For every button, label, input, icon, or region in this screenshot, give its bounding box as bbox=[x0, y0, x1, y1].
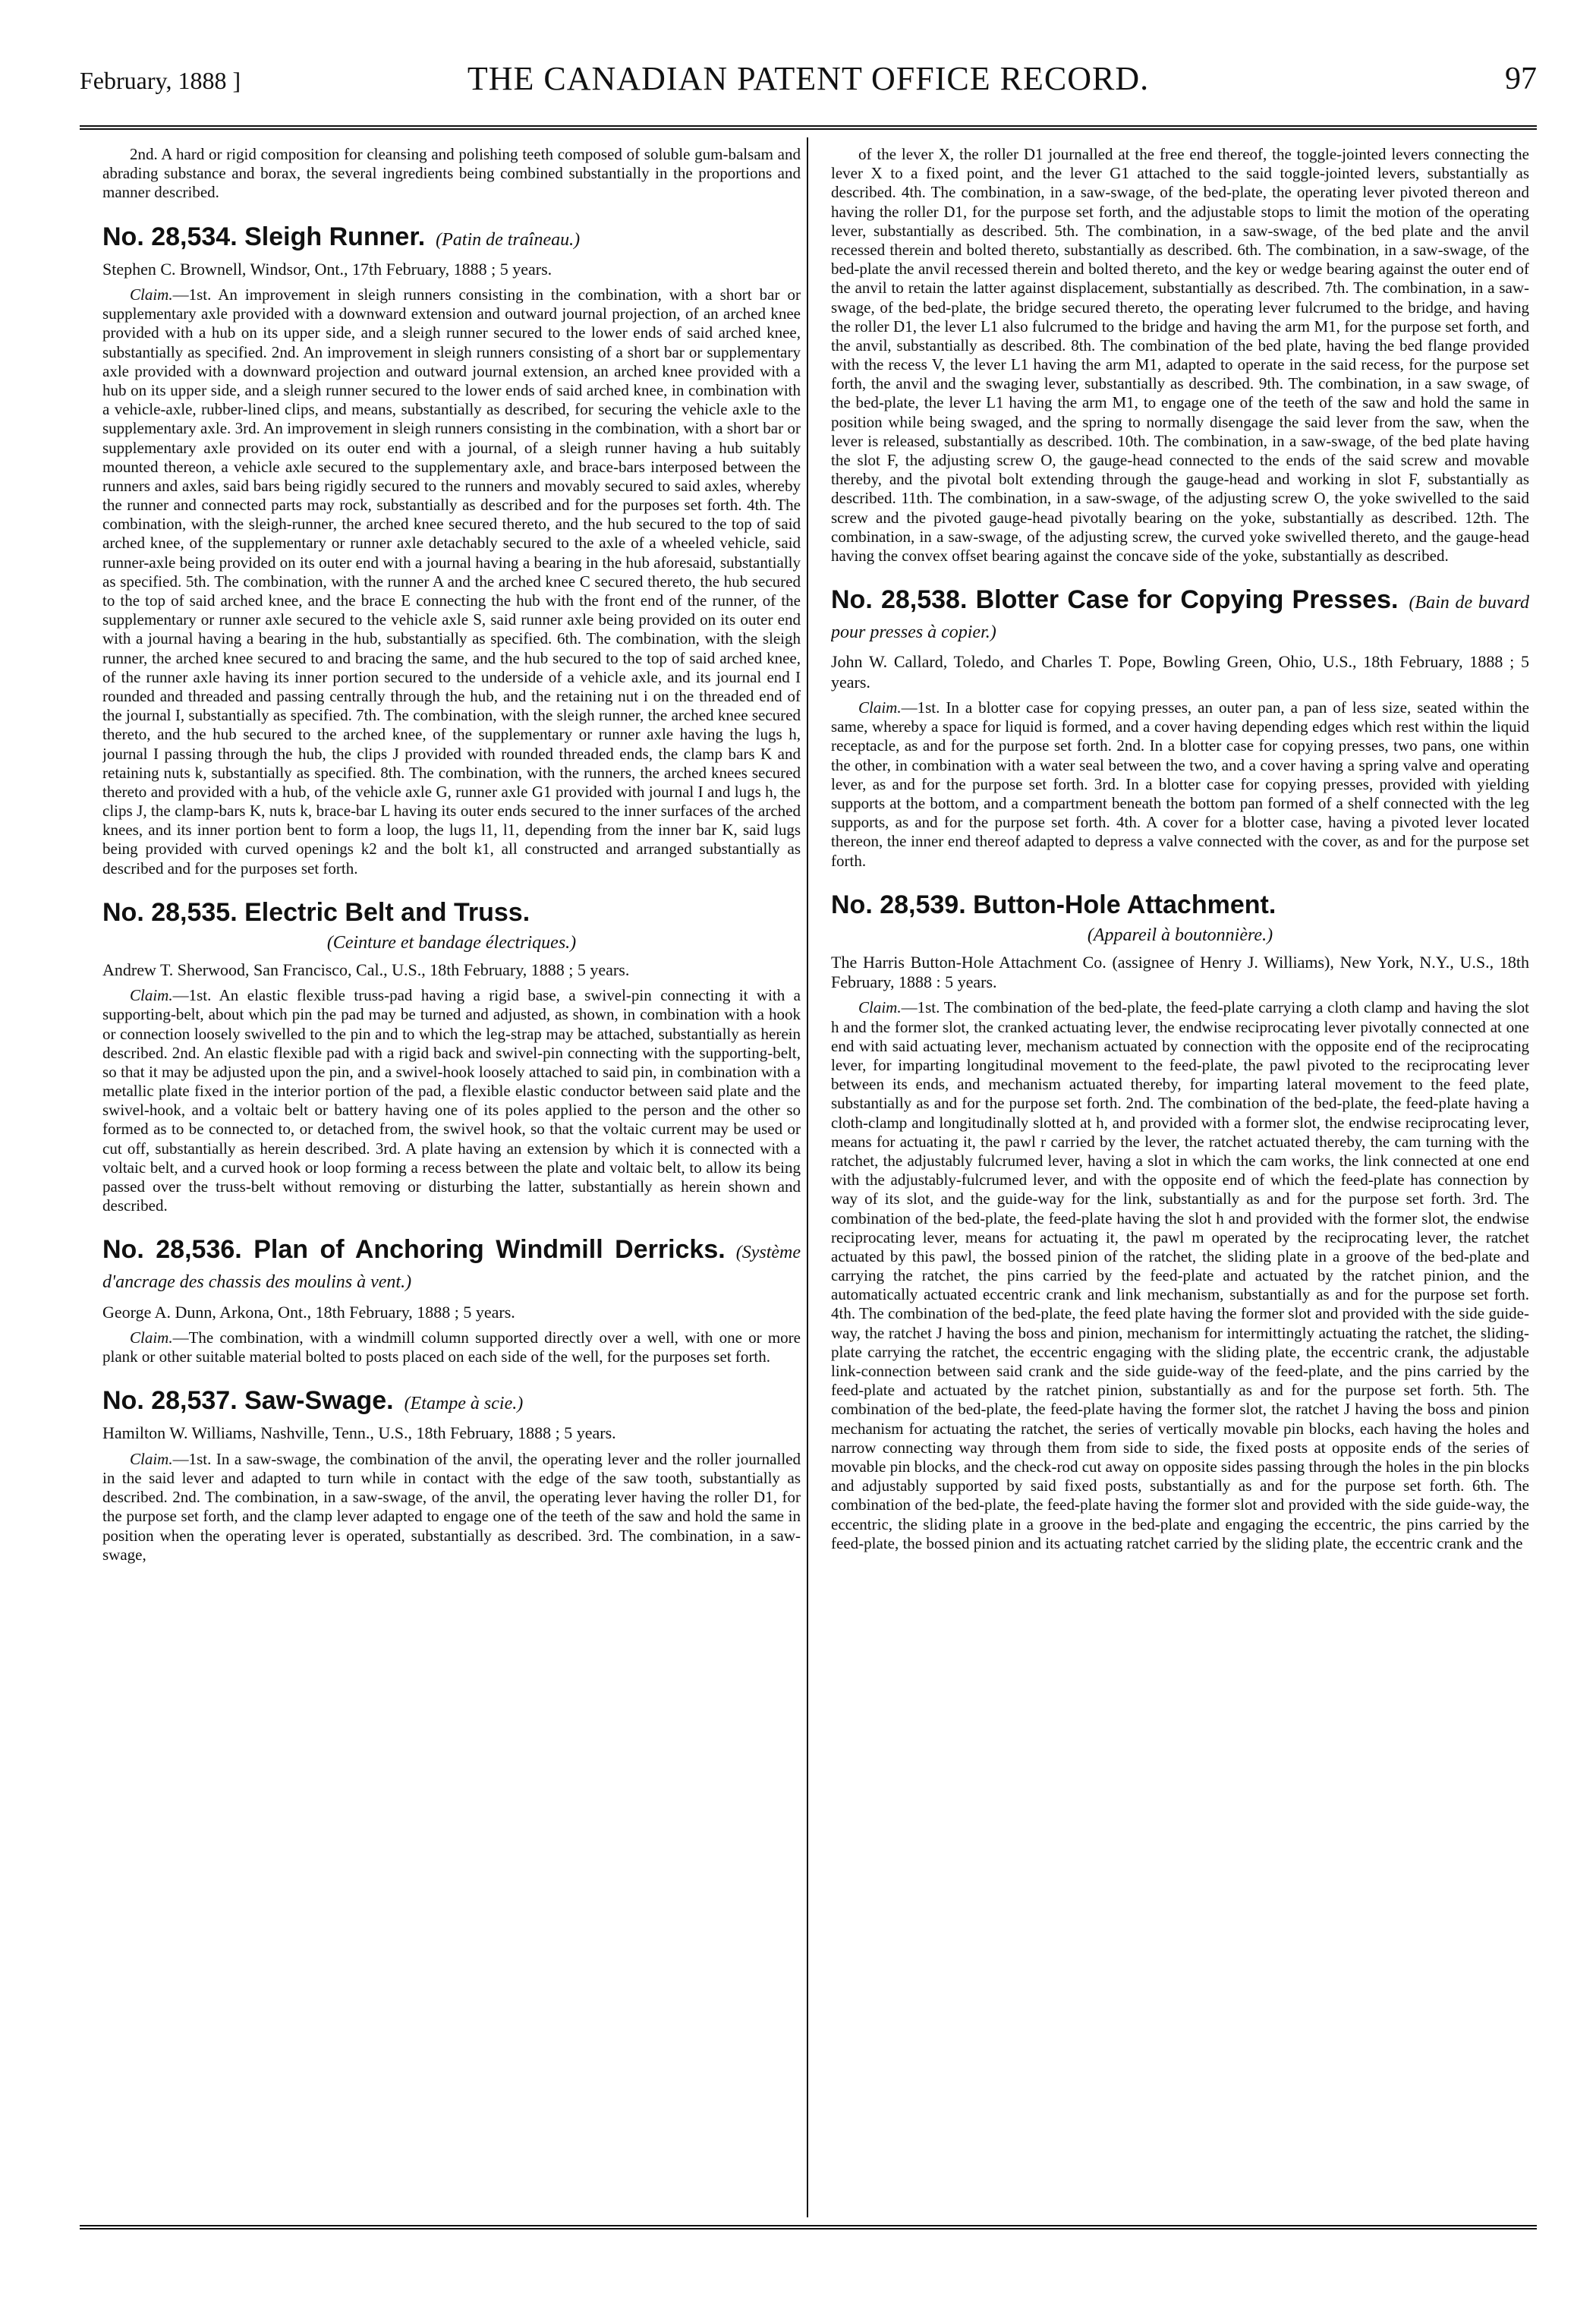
claim-text: —1st. An improvement in sleigh runners consisting in the combination, with a short bar or supplementary axle provided with a downward extension and outward journal projection, of an arched knee provided with a hub on its upper side, and a sleigh runner secured to the lower ends of said arched knee, substantially as specified. 2nd. An improvement in sleigh runners consisting of a short bar or supplementary axle provided with a downward projection and outward journal extension, an arched knee provided with a hub on its upper side, and a sleigh runner secured to the lower ends of said arched knee, in combination with a vehicle-axle, rubber-lined clips, and means, substantially as described, for securing the vehicle axle to the supplementary axle. 3rd. An improvement in sleigh runners consisting in the combination, with a short bar or supplementary axle provided on its outer end with a journal, of a sleigh runner having a hub suitably mounted thereon, a vehicle axle secured to the supplementary axle, and brace-bars interposed between the runners and axles, said bars being rigidly secured to the runners and movably secured to said axles, whereby the runner and connected parts may rock, substantially as described and for the purposes set forth. 4th. The combination, with the sleigh-runner, the arched knee secured thereto, and the hub secured to the top of said arched knee, of the supplementary or runner axle detachably secured to the axle of a wheeled vehicle, said runner-axle being provided on its outer end with a journal having a bearing in the hub aforesaid, substantially as specified. 5th. The combination, with the runner A and the arched knee C secured thereto, the hub secured to the top of said arched knee, and the brace E connecting the hub with the front end of the runner, of the supplementary or runner axle secured to the vehicle axle S, said runner axle being provided on its outer end with a journal having a bearing in the hub, substantially as specified. 6th. The combination, with the sleigh runner, the arched knee secured to and bracing the same, and the hub secured to the top of said arched knee, of the runner axle having its inner portion secured to the underside of a vehicle axle, and its journal end I rounded and threaded and passing centrally through the hub, and the retaining nut i on the threaded end of the journal I, substantially as specified. 7th. The combination, with the sleigh runner, the arched knee secured thereto, and the hub secured to the arched knee, of the supplementary or runner axle having the lugs h, journal I passing through the hub, the clips J provided with rounded threaded ends, the clamp bars K and retaining nuts k, substantially as specified. 8th. The combination, with the runners, the arched knees secured thereto and provided with a hub, of the vehicle axle G, runner axle G1 provided with journal I and lugs h, the clips J, the clamp-bars K, nuts k, brace-bar L having its outer ends secured to the inner surfaces of the arched knees, and its inner portion bent to form a loop, the lugs l1, l1, depending from the inner bar K, said lugs being provided with curved openings k2 and the bolt k1, all constructed and arranged substantially as described and for the purposes set forth. bbox=[102, 285, 801, 878]
page-frame bbox=[80, 125, 1537, 2229]
claim-text: —1st. In a blotter case for copying presses, an outer pan, a pan of less size, seated within the same, whereby a space for liquid is formed, and a cover having depending edges which rest within the liquid receptacle, as and for the purpose set forth. 2nd. In a blotter case for copying presses, two pans, one within the other, in combination with a water seal between the two, and a cover having a spring valve and operating lever, as and for the purpose set forth. 3rd. In a blotter case for copying presses, provided with yielding supports at the bottom, and a compartment beneath the bottom pan formed of a shelf connected with the leg supports, as and for the purpose set forth. 4th. A cover for a blotter case, having a pivoted lever located thereon, the inner end thereof adapted to depress a valve connected with the cover, as and for the purpose set forth. bbox=[831, 698, 1529, 870]
entry-claim bbox=[102, 1328, 801, 1366]
entry-title: Sleigh Runner. bbox=[244, 222, 426, 251]
header-title: THE CANADIAN PATENT OFFICE RECORD. bbox=[467, 60, 1150, 97]
entry-meta: George A. Dunn, Arkona, Ont., 18th February, 1888 ; 5 years. bbox=[102, 1302, 515, 1322]
entry-heading bbox=[102, 222, 801, 252]
claim-text: —1st. The combination of the bed-plate, the feed-plate carrying a cloth clamp and having the slot h and the former slot, the cranked actuating lever, the endwise reciprocating lever pivotally connected at one end with said actuating lever, mechanism actuated by connection with the opposite end of the reciprocating lever, for imparting longitudinal movement to the feed-plate, the pawl pivoted to the reciprocating lever between its ends, and mechanism actuated thereby, for imparting lateral movement to the feed plate, substantially as and for the purpose set forth. 2nd. The combination of the bed-plate, the feed-plate having a cloth-clamp and longitudinally slotted at h, and provided with a former slot, the endwise reciprocating lever, means for actuating it, the pawl r carried by the lever, the ratchet actuated thereby, the cam turning with the ratchet, the adjustably fulcrumed lever, having a slot in which the cam works, the link connected at one end with the adjustably-fulcrumed lever, and with the opposite end of which the feed-plate has connection by way of its slot, and the guide-way for the link, substantially as and for the purpose set forth. 3rd. The combination of the bed-plate, the feed-plate having the slot h and provided with the former slot, the endwise reciprocating lever, means for actuating it, the pawl m operated by the reciprocating lever, the ratchet actuated by this pawl, the bossed pinion of the ratchet, the sliding plate in a groove of the bed-plate and carrying the ratchet, the pins carried by the feed-plate and actuated by the ratchet pinion, and the automatically actuated eccentric crank and link mechanism, substantially as and for the purpose set forth. 4th. The combination of the bed-plate, the feed plate having the former slot and provided with the side guide-way, the ratchet J having the boss and pinion, mechanism for intermittingly actuating the ratchet, the sliding-plate carrying the ratchet, the eccentric engaging with the sliding plate, the eccentric crank, the adjustable link-connection between said crank and the side guide-way of the feed-plate, and the pins carried by the feed-plate and actuated by the ratchet pinion, substantially as and for the purpose set forth. 5th. The combination of the bed-plate, the feed-plate having the former slot, the ratchet J having the boss and pinion mechanism for actuating the ratchet, the series of vertically movable pin blocks, each having the holes and narrow connecting way through them from side to side, the fixed posts at opposite ends of the series of movable pin blocks, and the check-rod cut away on opposite sides passing through the holes in the pin blocks and adjustably supported by said fixed posts, substantially as and for the purpose set forth. 6th. The combination of the bed-plate, the feed-plate having the former slot and provided with the side guide-way, the eccentric, the sliding plate in a groove in the bed-plate and engaging the eccentric, the pins carried by the feed-plate, the bossed pinion and its actuating ratchet carried by the sliding plate, the eccentric crank and the bbox=[831, 998, 1529, 1552]
entry-claim bbox=[102, 1450, 801, 1565]
claim-label: Claim. bbox=[130, 986, 173, 1005]
entry-title-fr: (Ceinture et bandage électriques.) bbox=[326, 932, 577, 953]
entry-heading bbox=[102, 1235, 801, 1294]
claim-label: Claim. bbox=[130, 1449, 173, 1468]
entry-claim bbox=[102, 986, 801, 1215]
entry-number: No. 28,536. bbox=[102, 1235, 242, 1265]
entry-claim bbox=[831, 698, 1529, 871]
entry-number: No. 28,539. bbox=[831, 890, 966, 919]
entry-claim bbox=[102, 285, 801, 878]
entry-title: Button-Hole Attachment. bbox=[973, 890, 1276, 919]
entry-heading bbox=[102, 1386, 801, 1416]
entry-title-fr: (Patin de traîneau.) bbox=[436, 229, 581, 250]
entry-title-fr: (Etampe à scie.) bbox=[404, 1394, 524, 1414]
patent-entry bbox=[102, 1386, 801, 1565]
entry-title: Plan of Anchoring Windmill Derricks. bbox=[253, 1235, 726, 1265]
entry-meta: Stephen C. Brownell, Windsor, Ont., 17th February, 1888 ; 5 years. bbox=[102, 259, 552, 279]
patent-entry bbox=[102, 1235, 801, 1366]
claim-text: —The combination, with a windmill column supported directly over a well, with one or more plank or other suitable material bolted to posts placed on each side of the well, for the purposes set forth. bbox=[102, 1328, 801, 1366]
page-number: 97 bbox=[1505, 61, 1537, 96]
entry-number: No. 28,535. bbox=[102, 897, 238, 927]
entry-meta: John W. Callard, Toledo, and Charles T. Pope, Bowling Green, Ohio, U.S., 18th February, 1888 ; 5 years. bbox=[831, 652, 1529, 692]
claim-label: Claim. bbox=[858, 998, 902, 1017]
entry-number: No. 28,534. bbox=[102, 222, 238, 251]
entry-meta: The Harris Button-Hole Attachment Co. (assignee of Henry J. Williams), New York, N.Y., U.S., 18th February, 1888 : 5 years. bbox=[831, 952, 1529, 992]
entry-title-fr: (Système d'ancrage des chassis des moulins à vent.) bbox=[102, 1243, 801, 1293]
claim-text: —1st. In a saw-swage, the combination of the anvil, the operating lever and the roller journalled in the said lever and adapted to turn while in contact with the edge of the saw tooth, substantially as described. 2nd. The combination, in a saw-swage, of the anvil, the operating lever having the roller D1, for the purpose set forth, and the clamp lever adapted to engage one of the teeth of the saw and hold the same in position when the operating lever is operated, substantially as described. 3rd. The combination, in a saw-swage, bbox=[102, 1449, 801, 1564]
entry-title: Electric Belt and Truss. bbox=[244, 897, 530, 927]
entry-heading bbox=[102, 898, 801, 928]
claim-label: Claim. bbox=[858, 698, 902, 717]
entry-heading bbox=[831, 890, 1529, 920]
entry-number: No. 28,538. bbox=[831, 585, 968, 615]
header-date: February, 1888 ] bbox=[80, 67, 241, 94]
patent-entry bbox=[102, 898, 801, 1216]
entry-title: Blotter Case for Copying Presses. bbox=[975, 585, 1399, 615]
entry-title-fr: (Appareil à boutonnière.) bbox=[1087, 925, 1273, 945]
entry-title-fr: (Bain de buvard pour presses à copier.) bbox=[831, 593, 1529, 643]
claim-text: —1st. An elastic flexible truss-pad having a rigid base, a swivel-pin connecting it with a supporting-belt, about which pin the pad may be turned and adjusted, as shown, in combination with a hook or connection loosely swivelled to the pin and to which the leg-strap may be attached, substantially as herein described. 2nd. An elastic flexible pad with a rigid back and swivel-pin connecting with the supporting-belt, so that it may be adjusted upon the pin, and a swivel-hook loosely attached to said pin, in combination with a metallic plate fixed in the interior portion of the pad, a flexible elastic conductor between said plate and the swivel-hook, and a voltaic belt or battery having one of its poles applied to the person and the other so formed as to be connected to, or detached from, the swivel hook, so that the voltaic current may be used or cut off, substantially as herein described. 3rd. A plate having an extension by which it is connected with a voltaic belt, and a curved hook or loop forming a recess between the plate and voltaic belt, to allow its being passed over the truss-belt without removing or disturbing the latter, substantially as herein shown and described. bbox=[102, 986, 801, 1215]
right-continuation: of the lever X, the roller D1 journalled at the free end thereof, the toggle-jointed levers connecting the lever X to a fixed point, and the lever G1 attached to the said toggle-jointed levers, substantially as described. 4th. The combination, in a saw-swage, of the bed-plate, the operating lever pivoted thereon and having the roller D1, for the purpose set forth, and the adjustable stops to limit the motion of the operating lever, substantially as described. 5th. The combination, in a saw-swage, of the bed plate and the anvil recessed therein and bolted thereto, substantially as described. 6th. The combination, in a saw-swage, of the bed-plate the anvil recessed therein and bolted thereto, and the key or wedge bearing against the outer end of the anvil to retain the latter against displacement, substantially as described. 7th. The combination, in a saw-swage, of the bed-plate, the bridge secured thereto, the operating lever fulcrumed to the bridge, and having the roller D1, the lever L1 also fulcrumed to the bridge and having the arm M1, for the purpose set forth, and the anvil, substantially as described. 8th. The combination of the bed plate, having the bed flange provided with the recess V, the lever L1 having the arm M1, adapted to operate in the said recess, for the purpose set forth, the anvil and the swaging lever, substantially as described. 9th. The combination, in a saw swage, of the bed-plate, the lever L1 having the arm M1, to engage one of the teeth of the saw and hold the same in position while being swaged, and the spring to normally disengage the said lever from the saw, when the lever is released, substantially as described. 10th. The combination, in a saw-swage, of the bed plate having the slot F, the adjusting screw O, the gauge-head connected to the ends of the said screw and movable thereby, and the pivotal bolt extending through the gauge-head and working in slot F, substantially as described. 11th. The combination, in a saw-swage, of the adjusting screw O, the yoke swivelled to the said screw and the pivoted gauge-head pivotally bearing on the yoke, substantially as described. 12th. The combination, in a saw-swage, of the adjusting screw, the curved yoke swivelled thereto, and the gauge-head having the convex offset bearing against the concave side of the yoke, substantially as described. bbox=[831, 145, 1529, 565]
entry-meta: Hamilton W. Williams, Nashville, Tenn., U.S., 18th February, 1888 ; 5 years. bbox=[102, 1423, 616, 1443]
left-continuation: 2nd. A hard or rigid composition for cleansing and polishing teeth composed of soluble gum-balsam and abrading substance and borax, the several ingredients being combined substantially in the proportions and manner described. bbox=[102, 145, 801, 202]
right-column bbox=[831, 145, 1529, 2210]
patent-entry bbox=[102, 222, 801, 878]
left-column bbox=[102, 145, 801, 2210]
claim-label: Claim. bbox=[130, 1328, 173, 1347]
entry-heading bbox=[831, 585, 1529, 644]
page-header bbox=[80, 59, 1537, 112]
entry-claim bbox=[831, 998, 1529, 1552]
patent-entry bbox=[831, 890, 1529, 1553]
entry-title: Saw-Swage. bbox=[244, 1386, 394, 1416]
patent-entry bbox=[831, 585, 1529, 871]
column-divider bbox=[807, 137, 808, 2217]
entry-meta: Andrew T. Sherwood, San Francisco, Cal., U.S., 18th February, 1888 ; 5 years. bbox=[102, 960, 630, 979]
entry-number: No. 28,537. bbox=[102, 1386, 238, 1416]
claim-label: Claim. bbox=[130, 285, 173, 304]
